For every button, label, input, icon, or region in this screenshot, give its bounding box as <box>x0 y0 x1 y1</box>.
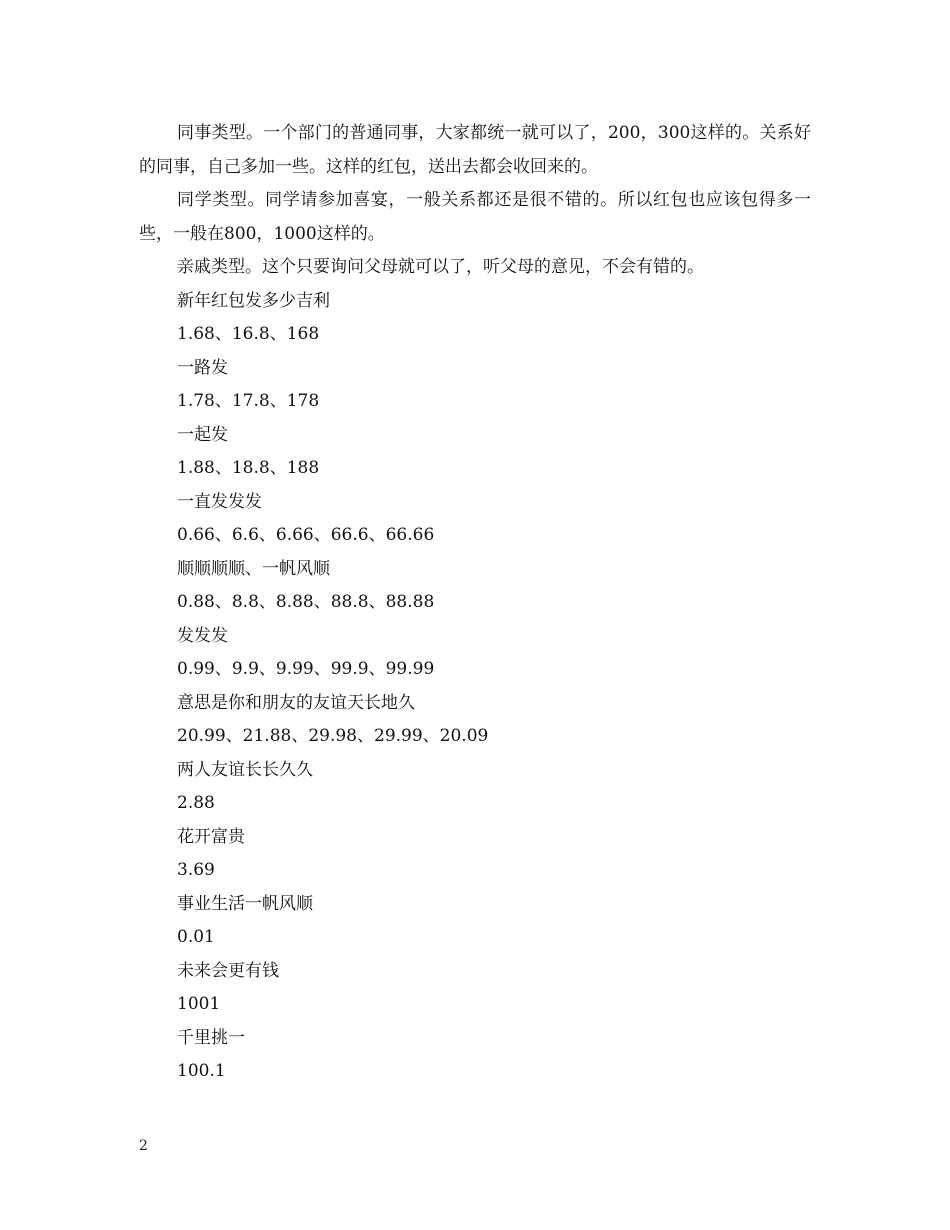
paragraph-classmate: 同学类型。同学请参加喜宴，一般关系都还是很不错的。所以红包也应该包得多一些，一般在800，1000这样的。 <box>139 190 811 244</box>
list-line: 100.1 <box>177 1061 226 1081</box>
list-line: 发发发 <box>177 625 228 646</box>
list-line: 一起发 <box>177 424 228 445</box>
list-line: 0.01 <box>177 927 215 947</box>
document-body <box>139 117 811 1089</box>
list-line: 0.88、8.8、8.88、88.8、88.88 <box>177 592 435 612</box>
list-line: 千里挑一 <box>177 1027 245 1048</box>
list-line: 顺顺顺顺、一帆风顺 <box>177 558 330 579</box>
list-line: 1.68、16.8、168 <box>177 324 320 344</box>
list-line: 2.88 <box>177 793 215 813</box>
list-line: 新年红包发多少吉利 <box>177 290 330 311</box>
list-line: 未来会更有钱 <box>177 960 279 981</box>
list-line: 意思是你和朋友的友谊天长地久 <box>177 692 415 713</box>
list-line: 事业生活一帆风顺 <box>177 893 313 914</box>
list-line: 3.69 <box>177 860 215 880</box>
list-line: 花开富贵 <box>177 826 245 847</box>
list-line: 1.78、17.8、178 <box>177 391 320 411</box>
page-number: 2 <box>139 1138 148 1154</box>
paragraph-relative: 亲戚类型。这个只要询问父母就可以了，听父母的意见，不会有错的。 <box>177 257 704 277</box>
list-line: 1001 <box>177 994 221 1014</box>
list-line: 20.99、21.88、29.98、29.99、20.09 <box>177 726 489 746</box>
list-line: 一直发发发 <box>177 491 262 512</box>
list-line: 1.88、18.8、188 <box>177 458 320 478</box>
list-line: 0.66、6.6、6.66、66.6、66.66 <box>177 525 435 545</box>
list-line: 0.99、9.9、9.99、99.9、99.99 <box>177 659 435 679</box>
list-line: 两人友谊长长久久 <box>177 759 313 780</box>
list-line: 一路发 <box>177 357 228 378</box>
paragraph-colleague: 同事类型。一个部门的普通同事，大家都统一就可以了，200，300这样的。关系好的同事，自己多加一些。这样的红包，送出去都会收回来的。 <box>139 123 811 177</box>
